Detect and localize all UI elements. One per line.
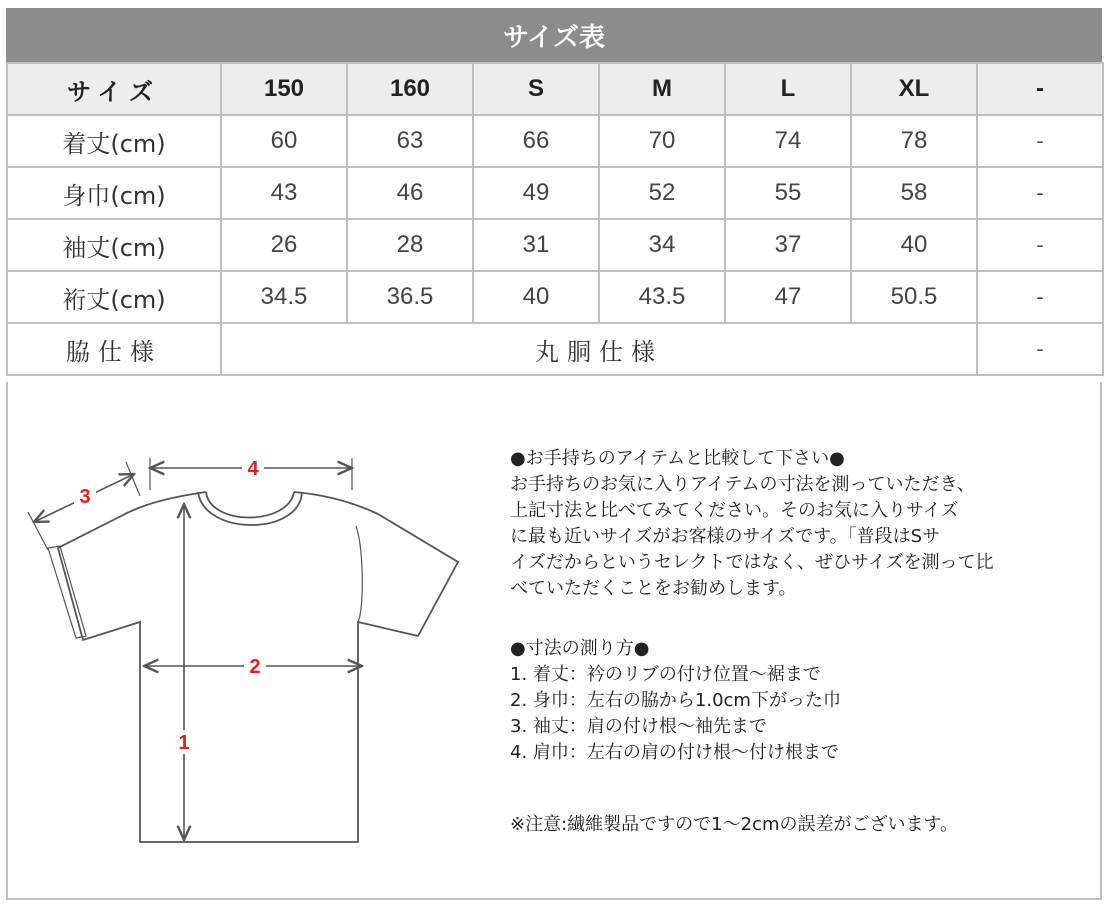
table-row (7, 219, 1103, 271)
table-cell: 55 (725, 167, 851, 219)
measure-labels (74, 456, 266, 754)
header-cell-size: サイズ (7, 63, 221, 115)
label-3: 3 (79, 486, 91, 508)
header-cell: 160 (347, 63, 473, 115)
table-cell: 31 (473, 219, 599, 271)
table-row (7, 115, 1103, 167)
table-cell: - (977, 115, 1103, 167)
row-label: 裄丈(cm) (7, 271, 221, 323)
table-cell: 43 (221, 167, 347, 219)
table-cell: 40 (851, 219, 977, 271)
table-cell: 58 (851, 167, 977, 219)
notes-section (510, 446, 1100, 838)
row-label: 脇仕様 (7, 323, 221, 375)
chart-title: サイズ表 (6, 8, 1102, 62)
table-row-side-spec (7, 323, 1103, 375)
table-cell: 26 (221, 219, 347, 271)
table-cell: 40 (473, 271, 599, 323)
header-cell: L (725, 63, 851, 115)
label-2: 2 (249, 656, 261, 678)
table-cell: - (977, 323, 1103, 375)
table-header-row (7, 63, 1103, 115)
measure-heading: ●寸法の測り方● (510, 638, 650, 659)
compare-line: に最も近いサイズがお客様のサイズです。「普段はSサ (510, 526, 941, 547)
measure-line: 3. 袖丈：肩の付け根～袖先まで (510, 716, 767, 737)
table-cell: 43.5 (599, 271, 725, 323)
table-cell: - (977, 219, 1103, 271)
table-row (7, 167, 1103, 219)
row-label: 身巾(cm) (7, 167, 221, 219)
compare-heading: ●お手持ちのアイテムと比較して下さい● (510, 448, 845, 469)
table-cell: 66 (473, 115, 599, 167)
header-cell: - (977, 63, 1103, 115)
table-row (7, 271, 1103, 323)
size-table (6, 62, 1104, 376)
label-1: 1 (178, 732, 190, 754)
header-cell: 150 (221, 63, 347, 115)
compare-line: 上記寸法と比べてみてください。そのお気に入りサイズ (510, 500, 959, 521)
label-4: 4 (247, 458, 259, 480)
measure-arrows (28, 458, 362, 840)
tshirt-diagram (18, 440, 478, 860)
table-cell: 34.5 (221, 271, 347, 323)
row-label: 袖丈(cm) (7, 219, 221, 271)
row-label: 着丈(cm) (7, 115, 221, 167)
measure-line: 2. 身巾：左右の脇から1.0cm下がった巾 (510, 690, 841, 711)
caution-note: ※注意:繊維製品ですので1～2cmの誤差がございます。 (510, 814, 959, 835)
compare-line: お手持ちのお気に入りアイテムの寸法を測っていただき、 (510, 474, 975, 495)
table-cell: 50.5 (851, 271, 977, 323)
table-cell: 63 (347, 115, 473, 167)
header-cell: XL (851, 63, 977, 115)
measure-line: 4. 肩巾：左右の肩の付け根～付け根まで (510, 742, 839, 763)
table-cell: 49 (473, 167, 599, 219)
table-cell: 70 (599, 115, 725, 167)
table-cell: 28 (347, 219, 473, 271)
header-cell: M (599, 63, 725, 115)
table-cell: - (977, 167, 1103, 219)
measure-line: 1. 着丈：衿のリブの付け位置～裾まで (510, 664, 821, 685)
compare-line: イズだからというセレクトではなく、ぜひサイズを測って比 (510, 552, 994, 573)
table-cell: 74 (725, 115, 851, 167)
table-cell: 36.5 (347, 271, 473, 323)
table-cell: 37 (725, 219, 851, 271)
table-cell: 34 (599, 219, 725, 271)
table-cell: - (977, 271, 1103, 323)
table-cell: 52 (599, 167, 725, 219)
side-spec-value: 丸胴仕様 (221, 323, 977, 375)
table-cell: 78 (851, 115, 977, 167)
table-cell: 60 (221, 115, 347, 167)
compare-line: べていただくことをお勧めします。 (510, 578, 797, 599)
table-cell: 46 (347, 167, 473, 219)
header-cell: S (473, 63, 599, 115)
table-cell: 47 (725, 271, 851, 323)
